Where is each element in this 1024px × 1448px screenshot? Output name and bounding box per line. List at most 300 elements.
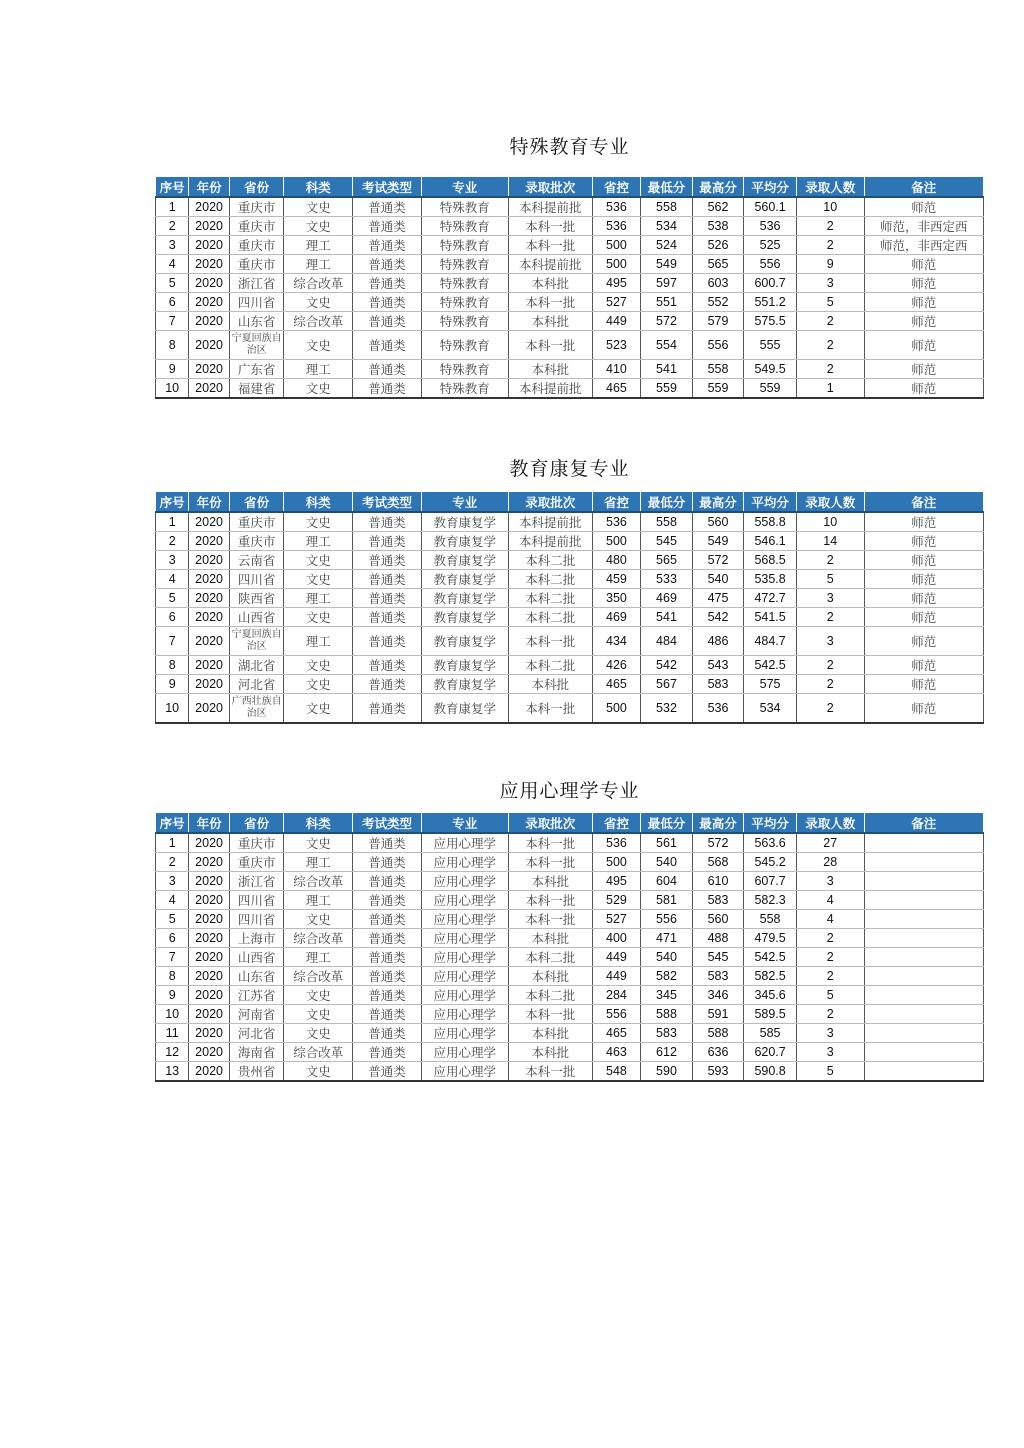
table-cell: 综合改革 (284, 1043, 353, 1062)
table-cell: 556 (692, 331, 744, 360)
table-cell: 500 (592, 532, 641, 551)
table-cell: 541 (641, 608, 693, 627)
table-cell: 普通类 (353, 675, 422, 694)
table-row (156, 833, 984, 853)
table-cell: 综合改革 (284, 929, 353, 948)
table-cell: 山东省 (229, 312, 284, 331)
table-cell: 582 (641, 967, 693, 986)
table-cell: 河北省 (229, 1024, 284, 1043)
column-header: 平均分 (744, 492, 797, 513)
table-row (156, 910, 984, 929)
table-cell: 2020 (189, 627, 229, 656)
table-cell: 应用心理学 (421, 986, 508, 1005)
table-cell: 549 (692, 532, 744, 551)
column-header: 备注 (864, 813, 983, 834)
table-cell: 536 (592, 512, 641, 532)
table-cell: 636 (692, 1043, 744, 1062)
table-row (156, 512, 984, 532)
table-row (156, 1024, 984, 1043)
table-row (156, 1005, 984, 1024)
table-cell: 488 (692, 929, 744, 948)
table-cell: 2 (156, 853, 189, 872)
table-cell: 特殊教育 (421, 360, 508, 379)
table-cell: 本科批 (508, 929, 592, 948)
admission-table (155, 176, 984, 399)
table-cell: 教育康复学 (421, 694, 508, 724)
table-cell: 558 (641, 197, 693, 217)
table-cell: 本科提前批 (508, 379, 592, 399)
table-cell: 四川省 (229, 891, 284, 910)
table-cell: 综合改革 (284, 872, 353, 891)
column-header: 最高分 (692, 177, 744, 198)
table-cell: 师范，非西定西 (864, 217, 983, 236)
table-cell: 文史 (284, 512, 353, 532)
table-cell: 四川省 (229, 910, 284, 929)
table-cell: 本科二批 (508, 986, 592, 1005)
admission-table (155, 491, 984, 724)
table-cell: 2 (796, 675, 864, 694)
table-cell: 特殊教育 (421, 197, 508, 217)
column-header: 录取批次 (508, 177, 592, 198)
table-cell: 河南省 (229, 1005, 284, 1024)
table-cell: 师范 (864, 512, 983, 532)
table-cell: 本科批 (508, 312, 592, 331)
table-cell: 普通类 (353, 1024, 422, 1043)
table-cell: 555 (744, 331, 797, 360)
table-cell: 5 (156, 910, 189, 929)
table-cell: 560 (692, 910, 744, 929)
table-cell: 普通类 (353, 255, 422, 274)
table-cell: 普通类 (353, 929, 422, 948)
table-cell: 11 (156, 1024, 189, 1043)
table-cell: 3 (796, 627, 864, 656)
table-cell: 527 (592, 293, 641, 312)
table-cell: 文史 (284, 293, 353, 312)
table-cell (864, 1043, 983, 1062)
table-cell: 2020 (189, 910, 229, 929)
table-cell: 本科二批 (508, 570, 592, 589)
table-cell: 549 (641, 255, 693, 274)
table-cell: 500 (592, 236, 641, 255)
table-cell: 13 (156, 1062, 189, 1082)
table-cell: 教育康复学 (421, 570, 508, 589)
table-cell: 3 (796, 872, 864, 891)
table-cell: 重庆市 (229, 532, 284, 551)
table-cell: 545.2 (744, 853, 797, 872)
column-header: 专业 (421, 813, 508, 834)
table-cell: 585 (744, 1024, 797, 1043)
table-cell: 教育康复学 (421, 656, 508, 675)
column-header: 科类 (284, 813, 353, 834)
table-cell: 560.1 (744, 197, 797, 217)
table-cell: 568 (692, 853, 744, 872)
table-cell: 2020 (189, 274, 229, 293)
table-cell: 561 (641, 833, 693, 853)
table-cell: 普通类 (353, 833, 422, 853)
table-row (156, 589, 984, 608)
table-row (156, 236, 984, 255)
column-header: 年份 (189, 813, 229, 834)
table-cell: 本科一批 (508, 293, 592, 312)
table-cell: 理工 (284, 360, 353, 379)
column-header: 备注 (864, 177, 983, 198)
table-cell: 529 (592, 891, 641, 910)
table-cell: 应用心理学 (421, 1062, 508, 1082)
table-cell: 特殊教育 (421, 236, 508, 255)
table-cell: 575.5 (744, 312, 797, 331)
table-cell: 本科一批 (508, 833, 592, 853)
table-cell: 本科提前批 (508, 532, 592, 551)
table-cell: 普通类 (353, 986, 422, 1005)
table-cell: 师范，非西定西 (864, 236, 983, 255)
table-cell: 文史 (284, 570, 353, 589)
table-cell: 师范 (864, 608, 983, 627)
table-cell: 607.7 (744, 872, 797, 891)
table-cell: 500 (592, 694, 641, 724)
table-cell: 本科一批 (508, 1062, 592, 1082)
section-title: 应用心理学专业 (499, 780, 640, 802)
table-cell: 3 (796, 274, 864, 293)
table-cell: 572 (692, 551, 744, 570)
table-row (156, 929, 984, 948)
table-cell: 542 (692, 608, 744, 627)
table-cell: 文史 (284, 331, 353, 360)
table-cell (864, 986, 983, 1005)
table-cell: 2020 (189, 1062, 229, 1082)
table-cell (864, 948, 983, 967)
table-cell (864, 891, 983, 910)
table-cell: 2 (796, 948, 864, 967)
table-cell: 应用心理学 (421, 929, 508, 948)
table-row (156, 853, 984, 872)
table-cell: 普通类 (353, 891, 422, 910)
table-cell (864, 929, 983, 948)
table-cell: 588 (692, 1024, 744, 1043)
table-cell: 597 (641, 274, 693, 293)
table-cell: 2020 (189, 1005, 229, 1024)
table-cell: 2 (796, 967, 864, 986)
table-cell: 师范 (864, 532, 983, 551)
table-cell: 469 (641, 589, 693, 608)
column-header: 最高分 (692, 492, 744, 513)
table-cell: 2 (796, 236, 864, 255)
table-cell: 546.1 (744, 532, 797, 551)
column-header: 最低分 (641, 177, 693, 198)
table-cell: 568.5 (744, 551, 797, 570)
table-cell: 559 (692, 379, 744, 399)
table-cell: 479.5 (744, 929, 797, 948)
table-cell: 普通类 (353, 967, 422, 986)
table-cell: 2 (796, 694, 864, 724)
table-cell (864, 872, 983, 891)
table-cell: 5 (156, 274, 189, 293)
table-cell: 本科二批 (508, 589, 592, 608)
table-cell: 8 (156, 967, 189, 986)
table-cell: 538 (692, 217, 744, 236)
table-cell: 540 (641, 948, 693, 967)
table-cell: 583 (692, 675, 744, 694)
table-cell: 普通类 (353, 627, 422, 656)
table-row (156, 948, 984, 967)
table-cell: 综合改革 (284, 967, 353, 986)
table-cell: 特殊教育 (421, 293, 508, 312)
table-cell: 558.8 (744, 512, 797, 532)
table-cell: 563.6 (744, 833, 797, 853)
table-cell: 560 (692, 512, 744, 532)
table-cell: 理工 (284, 589, 353, 608)
table-cell: 普通类 (353, 1062, 422, 1082)
table-row (156, 274, 984, 293)
table-cell: 548 (592, 1062, 641, 1082)
table-cell: 本科一批 (508, 853, 592, 872)
table-cell: 普通类 (353, 608, 422, 627)
table-cell: 2020 (189, 694, 229, 724)
table-cell: 2 (796, 312, 864, 331)
table-cell: 2020 (189, 255, 229, 274)
table-cell: 本科批 (508, 1043, 592, 1062)
table-cell: 542.5 (744, 948, 797, 967)
table-cell: 549.5 (744, 360, 797, 379)
table-cell: 495 (592, 872, 641, 891)
table-cell: 527 (592, 910, 641, 929)
table-cell: 9 (156, 675, 189, 694)
table-cell: 551 (641, 293, 693, 312)
table-cell: 9 (796, 255, 864, 274)
table-cell: 师范 (864, 312, 983, 331)
table-cell: 重庆市 (229, 512, 284, 532)
table-cell: 普通类 (353, 197, 422, 217)
table-cell: 普通类 (353, 293, 422, 312)
table-cell: 4 (796, 910, 864, 929)
table-cell: 应用心理学 (421, 948, 508, 967)
column-header: 年份 (189, 177, 229, 198)
table-row (156, 872, 984, 891)
table-cell: 2020 (189, 551, 229, 570)
table-cell: 文史 (284, 1024, 353, 1043)
table-cell: 文史 (284, 217, 353, 236)
table-cell: 师范 (864, 360, 983, 379)
table-cell: 普通类 (353, 532, 422, 551)
table-cell: 2020 (189, 929, 229, 948)
table-cell: 1 (796, 379, 864, 399)
table-cell: 理工 (284, 853, 353, 872)
table-cell: 师范 (864, 589, 983, 608)
section-title: 教育康复专业 (509, 458, 630, 480)
table-cell: 583 (692, 891, 744, 910)
column-header: 考试类型 (353, 177, 422, 198)
table-cell: 普通类 (353, 551, 422, 570)
table-cell: 文史 (284, 379, 353, 399)
table-cell: 5 (796, 1062, 864, 1082)
table-cell: 普通类 (353, 360, 422, 379)
table-cell: 理工 (284, 532, 353, 551)
table-cell: 1 (156, 833, 189, 853)
table-cell: 565 (641, 551, 693, 570)
table-cell: 545 (692, 948, 744, 967)
table-cell: 28 (796, 853, 864, 872)
table-cell: 广西壮族自治区 (229, 694, 284, 724)
table-cell: 565 (692, 255, 744, 274)
table-cell: 10 (156, 694, 189, 724)
table-cell: 四川省 (229, 570, 284, 589)
column-header: 最低分 (641, 813, 693, 834)
table-cell: 600.7 (744, 274, 797, 293)
table-row (156, 360, 984, 379)
table-cell: 江苏省 (229, 986, 284, 1005)
table-cell: 559 (641, 379, 693, 399)
table-cell: 532 (641, 694, 693, 724)
column-header: 专业 (421, 492, 508, 513)
table-cell: 2 (796, 656, 864, 675)
table-cell: 2020 (189, 967, 229, 986)
column-header: 最高分 (692, 813, 744, 834)
table-cell: 449 (592, 312, 641, 331)
table-cell: 2020 (189, 986, 229, 1005)
table-cell: 575 (744, 675, 797, 694)
table-cell: 本科一批 (508, 217, 592, 236)
table-row (156, 675, 984, 694)
table-cell: 文史 (284, 656, 353, 675)
table-cell: 2020 (189, 217, 229, 236)
table-cell: 理工 (284, 255, 353, 274)
table-cell: 浙江省 (229, 872, 284, 891)
table-cell: 2 (796, 929, 864, 948)
column-header: 省份 (229, 177, 284, 198)
table-cell: 2 (156, 532, 189, 551)
table-cell: 重庆市 (229, 255, 284, 274)
table-cell: 9 (156, 986, 189, 1005)
table-row (156, 627, 984, 656)
table-cell: 山西省 (229, 608, 284, 627)
table-cell: 556 (592, 1005, 641, 1024)
table-cell: 2020 (189, 236, 229, 255)
table-cell: 理工 (284, 948, 353, 967)
table-cell: 2020 (189, 197, 229, 217)
table-cell: 559 (744, 379, 797, 399)
column-header: 序号 (156, 492, 189, 513)
table-cell: 554 (641, 331, 693, 360)
table-cell: 7 (156, 627, 189, 656)
table-row (156, 331, 984, 360)
table-cell: 4 (156, 570, 189, 589)
table-cell (864, 1005, 983, 1024)
table-cell: 2020 (189, 833, 229, 853)
table-cell: 本科提前批 (508, 255, 592, 274)
table-cell: 文史 (284, 551, 353, 570)
table-cell: 河北省 (229, 675, 284, 694)
table-cell: 应用心理学 (421, 872, 508, 891)
table-cell: 2020 (189, 589, 229, 608)
table-header-row (156, 492, 984, 513)
table-cell: 526 (692, 236, 744, 255)
table-cell: 陕西省 (229, 589, 284, 608)
table-cell: 7 (156, 948, 189, 967)
table-cell: 534 (744, 694, 797, 724)
table-cell: 本科一批 (508, 891, 592, 910)
table-cell: 434 (592, 627, 641, 656)
table-cell: 2020 (189, 1024, 229, 1043)
table-row (156, 217, 984, 236)
table-cell: 特殊教育 (421, 312, 508, 331)
table-cell: 8 (156, 331, 189, 360)
table-cell: 542.5 (744, 656, 797, 675)
table-cell: 应用心理学 (421, 967, 508, 986)
table-cell: 海南省 (229, 1043, 284, 1062)
table-cell (864, 853, 983, 872)
table-cell: 普通类 (353, 1005, 422, 1024)
table-row (156, 532, 984, 551)
table-cell: 文史 (284, 608, 353, 627)
table-cell: 文史 (284, 910, 353, 929)
table-cell: 2 (796, 331, 864, 360)
table-cell: 重庆市 (229, 833, 284, 853)
table-cell: 6 (156, 293, 189, 312)
table-cell: 贵州省 (229, 1062, 284, 1082)
table-cell: 500 (592, 255, 641, 274)
table-cell: 2020 (189, 360, 229, 379)
table-cell: 542 (641, 656, 693, 675)
table-cell: 1 (156, 197, 189, 217)
table-cell: 师范 (864, 675, 983, 694)
table-cell: 2020 (189, 656, 229, 675)
table-cell: 理工 (284, 891, 353, 910)
table-cell: 应用心理学 (421, 833, 508, 853)
table-cell: 普通类 (353, 872, 422, 891)
table-header-row (156, 177, 984, 198)
table-cell: 5 (796, 986, 864, 1005)
table-cell: 533 (641, 570, 693, 589)
table-cell: 教育康复学 (421, 589, 508, 608)
table-cell: 文史 (284, 986, 353, 1005)
table-cell: 588 (641, 1005, 693, 1024)
table-cell: 5 (796, 570, 864, 589)
table-cell: 浙江省 (229, 274, 284, 293)
table-row (156, 694, 984, 724)
column-header: 录取批次 (508, 492, 592, 513)
table-cell: 465 (592, 379, 641, 399)
table-cell: 师范 (864, 274, 983, 293)
table-cell: 346 (692, 986, 744, 1005)
table-cell: 524 (641, 236, 693, 255)
table-cell: 5 (796, 293, 864, 312)
table-cell: 本科二批 (508, 551, 592, 570)
table-row (156, 312, 984, 331)
table-cell: 本科二批 (508, 948, 592, 967)
table-cell: 545 (641, 532, 693, 551)
table-cell: 山东省 (229, 967, 284, 986)
table-cell: 普通类 (353, 274, 422, 293)
table-cell: 普通类 (353, 570, 422, 589)
table-cell: 师范 (864, 656, 983, 675)
table-cell: 师范 (864, 379, 983, 399)
table-cell: 583 (641, 1024, 693, 1043)
column-header: 序号 (156, 813, 189, 834)
table-cell: 2 (156, 217, 189, 236)
table-cell: 特殊教育 (421, 274, 508, 293)
table-cell: 6 (156, 929, 189, 948)
table-cell: 文史 (284, 694, 353, 724)
table-cell: 本科提前批 (508, 512, 592, 532)
table-cell: 普通类 (353, 512, 422, 532)
table-cell: 上海市 (229, 929, 284, 948)
table-cell: 本科批 (508, 967, 592, 986)
table-cell: 572 (692, 833, 744, 853)
table-cell: 10 (796, 197, 864, 217)
table-cell: 福建省 (229, 379, 284, 399)
table-cell: 特殊教育 (421, 217, 508, 236)
table-cell: 9 (156, 360, 189, 379)
table-cell: 文史 (284, 197, 353, 217)
